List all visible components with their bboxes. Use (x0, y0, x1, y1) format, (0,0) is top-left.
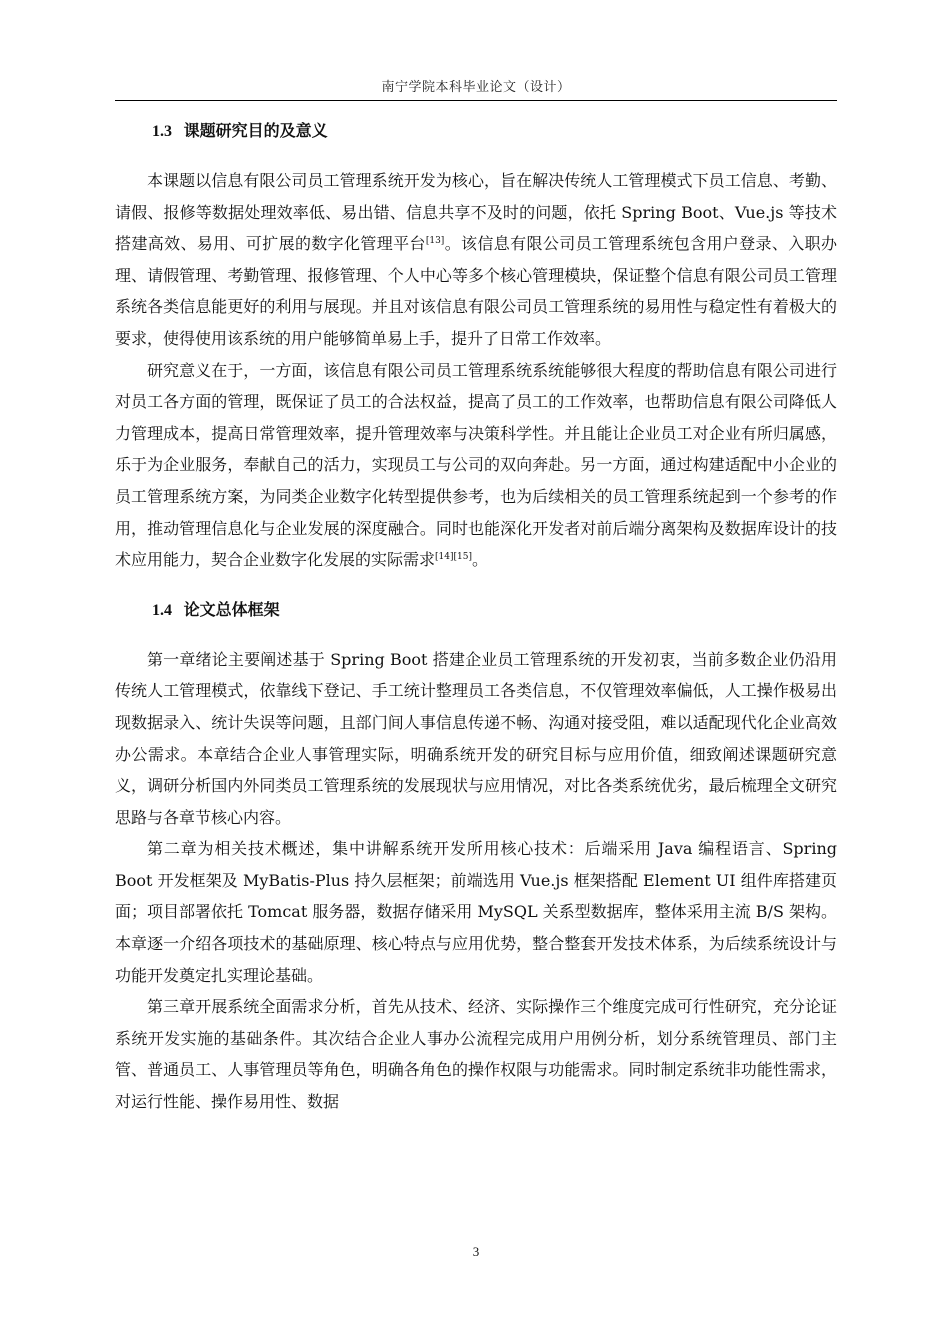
paragraph-text: 本课题以信息有限公司员工管理系统开发为核心，旨在解决传统人工管理模式下员工信息、考勤、请假、报修等数据处理效率低、易出错、信息共享不及时的问题，依托 Spring Boot、Vue.js 等技术搭建高效、易用、可扩展的数字化管理平台 (115, 171, 837, 254)
paragraph: 第二章为相关技术概述，集中讲解系统开发所用核心技术：后端采用 Java 编程语言、Spring Boot 开发框架及 MyBatis-Plus 持久层框架；前端选用 Vue.js 框架搭配 Element UI 组件库搭建页面；项目部署依托 Tomcat 服务器，数据存储采用 MySQL 关系型数据库，整体采用主流 B/S 架构。本章逐一介绍各项技术的基础原理、核心特点与应用优势，整合整套开发技术体系，为后续系统设计与功能开发奠定扎实理论基础。 (115, 839, 837, 985)
paragraph: 第三章开展系统全面需求分析，首先从技术、经济、实际操作三个维度完成可行性研究，充分论证系统开发实施的基础条件。其次结合企业人事办公流程完成用户用例分析，划分系统管理员、部门主管、普通员工、人事管理员等角色，明确各角色的操作权限与功能需求。同时制定系统非功能性需求，对运行性能、操作易用性、数据 (115, 997, 837, 1112)
section-heading-1-3 (115, 113, 837, 149)
paragraph (115, 165, 837, 355)
paragraph: 第一章绪论主要阐述基于 Spring Boot 搭建企业员工管理系统的开发初衷，当前多数企业仍沿用传统人工管理模式，依靠线下登记、手工统计整理员工各类信息，不仅管理效率偏低，人工操作极易出现数据录入、统计失误等问题，且部门间人事信息传递不畅、沟通对接受阻，难以适配现代化企业高效办公需求。本章结合企业人事管理实际，明确系统开发的研究目标与应用价值，细致阐述课题研究意义，调研分析国内外同类员工管理系统的发展现状与应用情况，对比各类系统优劣，最后梳理全文研究思路与各章节核心内容。 (115, 649, 837, 827)
citation: [13] (425, 236, 445, 247)
page-number: 3 (472, 1244, 480, 1259)
paragraph-text: 研究意义在于，一方面，该信息有限公司员工管理系统系统能够很大程度的帮助信息有限公司进行对员工各方面的管理，既保证了员工的合法权益，提高了员工的工作效率，也帮助信息有限公司降低人力管理成本，提高日常管理效率，提升管理效率与决策科学性。并且能让企业员工对企业有所归属感，乐于为企业服务，奉献自己的活力，实现员工与公司的双向奔赴。另一方面，通过构建适配中小企业的员工管理系统方案，为同类企业数字化转型提供参考，也为后续相关的员工管理系统起到一个参考的作用，推动管理信息化与企业发展的深度融合。同时也能深化开发者对前后端分离架构及数据库设计的技术应用能力，契合企业数字化发展的实际需求 (115, 360, 837, 570)
section-number: 1.3 (152, 123, 172, 140)
citation: [14][15] (435, 552, 472, 563)
paragraph (115, 355, 837, 576)
paragraph-text-tail: 。 (471, 550, 488, 570)
running-header: 南宁学院本科毕业论文（设计） (381, 80, 571, 95)
paragraph-text-tail: 。该信息有限公司员工管理系统包含用户登录、入职办理、请假管理、考勤管理、报修管理、个人中心等多个核心管理模块，保证整个信息有限公司员工管理系统各类信息能更好的利用与展现。并且对该信息有限公司员工管理系统的易用性与稳定性有着极大的要求，使得使用该系统的用户能够简单易上手，提升了日常工作效率。 (115, 234, 837, 348)
header-divider (115, 100, 837, 101)
page-body (115, 113, 837, 1118)
section-title: 论文总体框架 (183, 599, 280, 619)
section-number: 1.4 (152, 601, 172, 619)
section-title: 课题研究目的及意义 (183, 121, 328, 140)
section-heading-1-4 (115, 592, 837, 628)
